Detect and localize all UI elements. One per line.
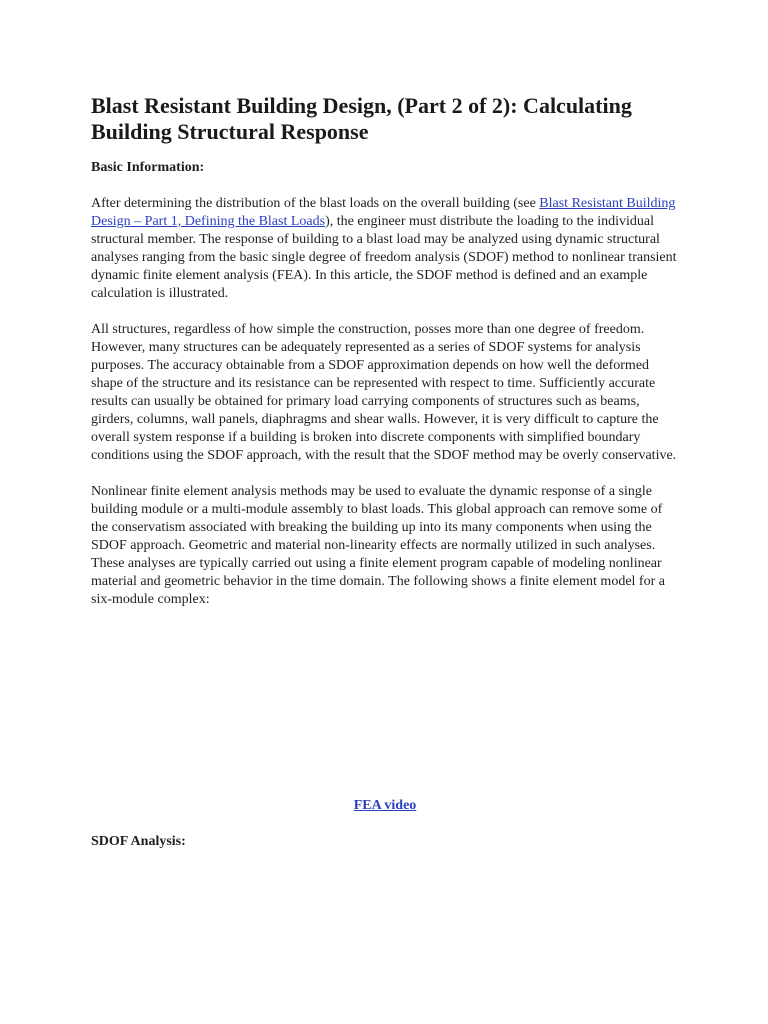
- paragraph-intro-text-after: ), the engineer must distribute the loading to the individual structural member. The response of building to a blast load may be analyzed using dynamic structural analyses ranging from the basic single degree of freedom analysis (SDOF) method to nonlinear transient dynamic finite element analysis (FEA). In this article, the SDOF method is defined and an example calculation is illustrated.: [91, 214, 677, 301]
- fea-video-link[interactable]: FEA video: [353, 798, 417, 813]
- fea-video-link-container: [91, 797, 679, 815]
- part-1-link[interactable]: Blast Resistant Building Design – Part 1, Defining the Blast Loads: [91, 196, 676, 229]
- paragraph-nonlinear-fea: Nonlinear finite element analysis methods may be used to evaluate the dynamic response of a single building module or a multi-module assembly to blast loads. This global approach can remove some of the conservatism associated with breaking the building up into its many components when using the SDOF approach. Geometric and material non-linearity effects are normally utilized in such analyses. These analyses are typically carried out using a finite element program capable of modeling nonlinear material and geometric behavior in the time domain. The following shows a finite element model for a six-module complex:: [91, 484, 665, 607]
- paragraph-sdof-structures: All structures, regardless of how simple the construction, posses more than one degree of freedom. However, many structures can be adequately represented as a series of SDOF systems for analysis purposes. The accuracy obtainable from a SDOF approximation depends on how well the deformed shape of the structure and its resistance can be represented with respect to time. Sufficiently accurate results can usually be obtained for primary load carrying components of structures such as beams, girders, columns, wall panels, diaphragms and shear walls. However, it is very difficult to capture the overall system response if a building is broken into discrete components with simplified boundary conditions using the SDOF approach, with the result that the SDOF method may be overly conservative.: [91, 322, 677, 463]
- article-title: Blast Resistant Building Design, (Part 2 of 2): Calculating Building Structural Response: [91, 93, 632, 144]
- paragraph-intro: [91, 195, 679, 303]
- sdof-analysis-heading: SDOF Analysis:: [91, 834, 186, 849]
- fea-video-placeholder: [91, 609, 679, 797]
- paragraph-intro-text-before: After determining the distribution of the blast loads on the overall building (see: [91, 196, 540, 211]
- basic-information-heading: Basic Information:: [91, 160, 205, 175]
- document-page: [91, 93, 679, 851]
